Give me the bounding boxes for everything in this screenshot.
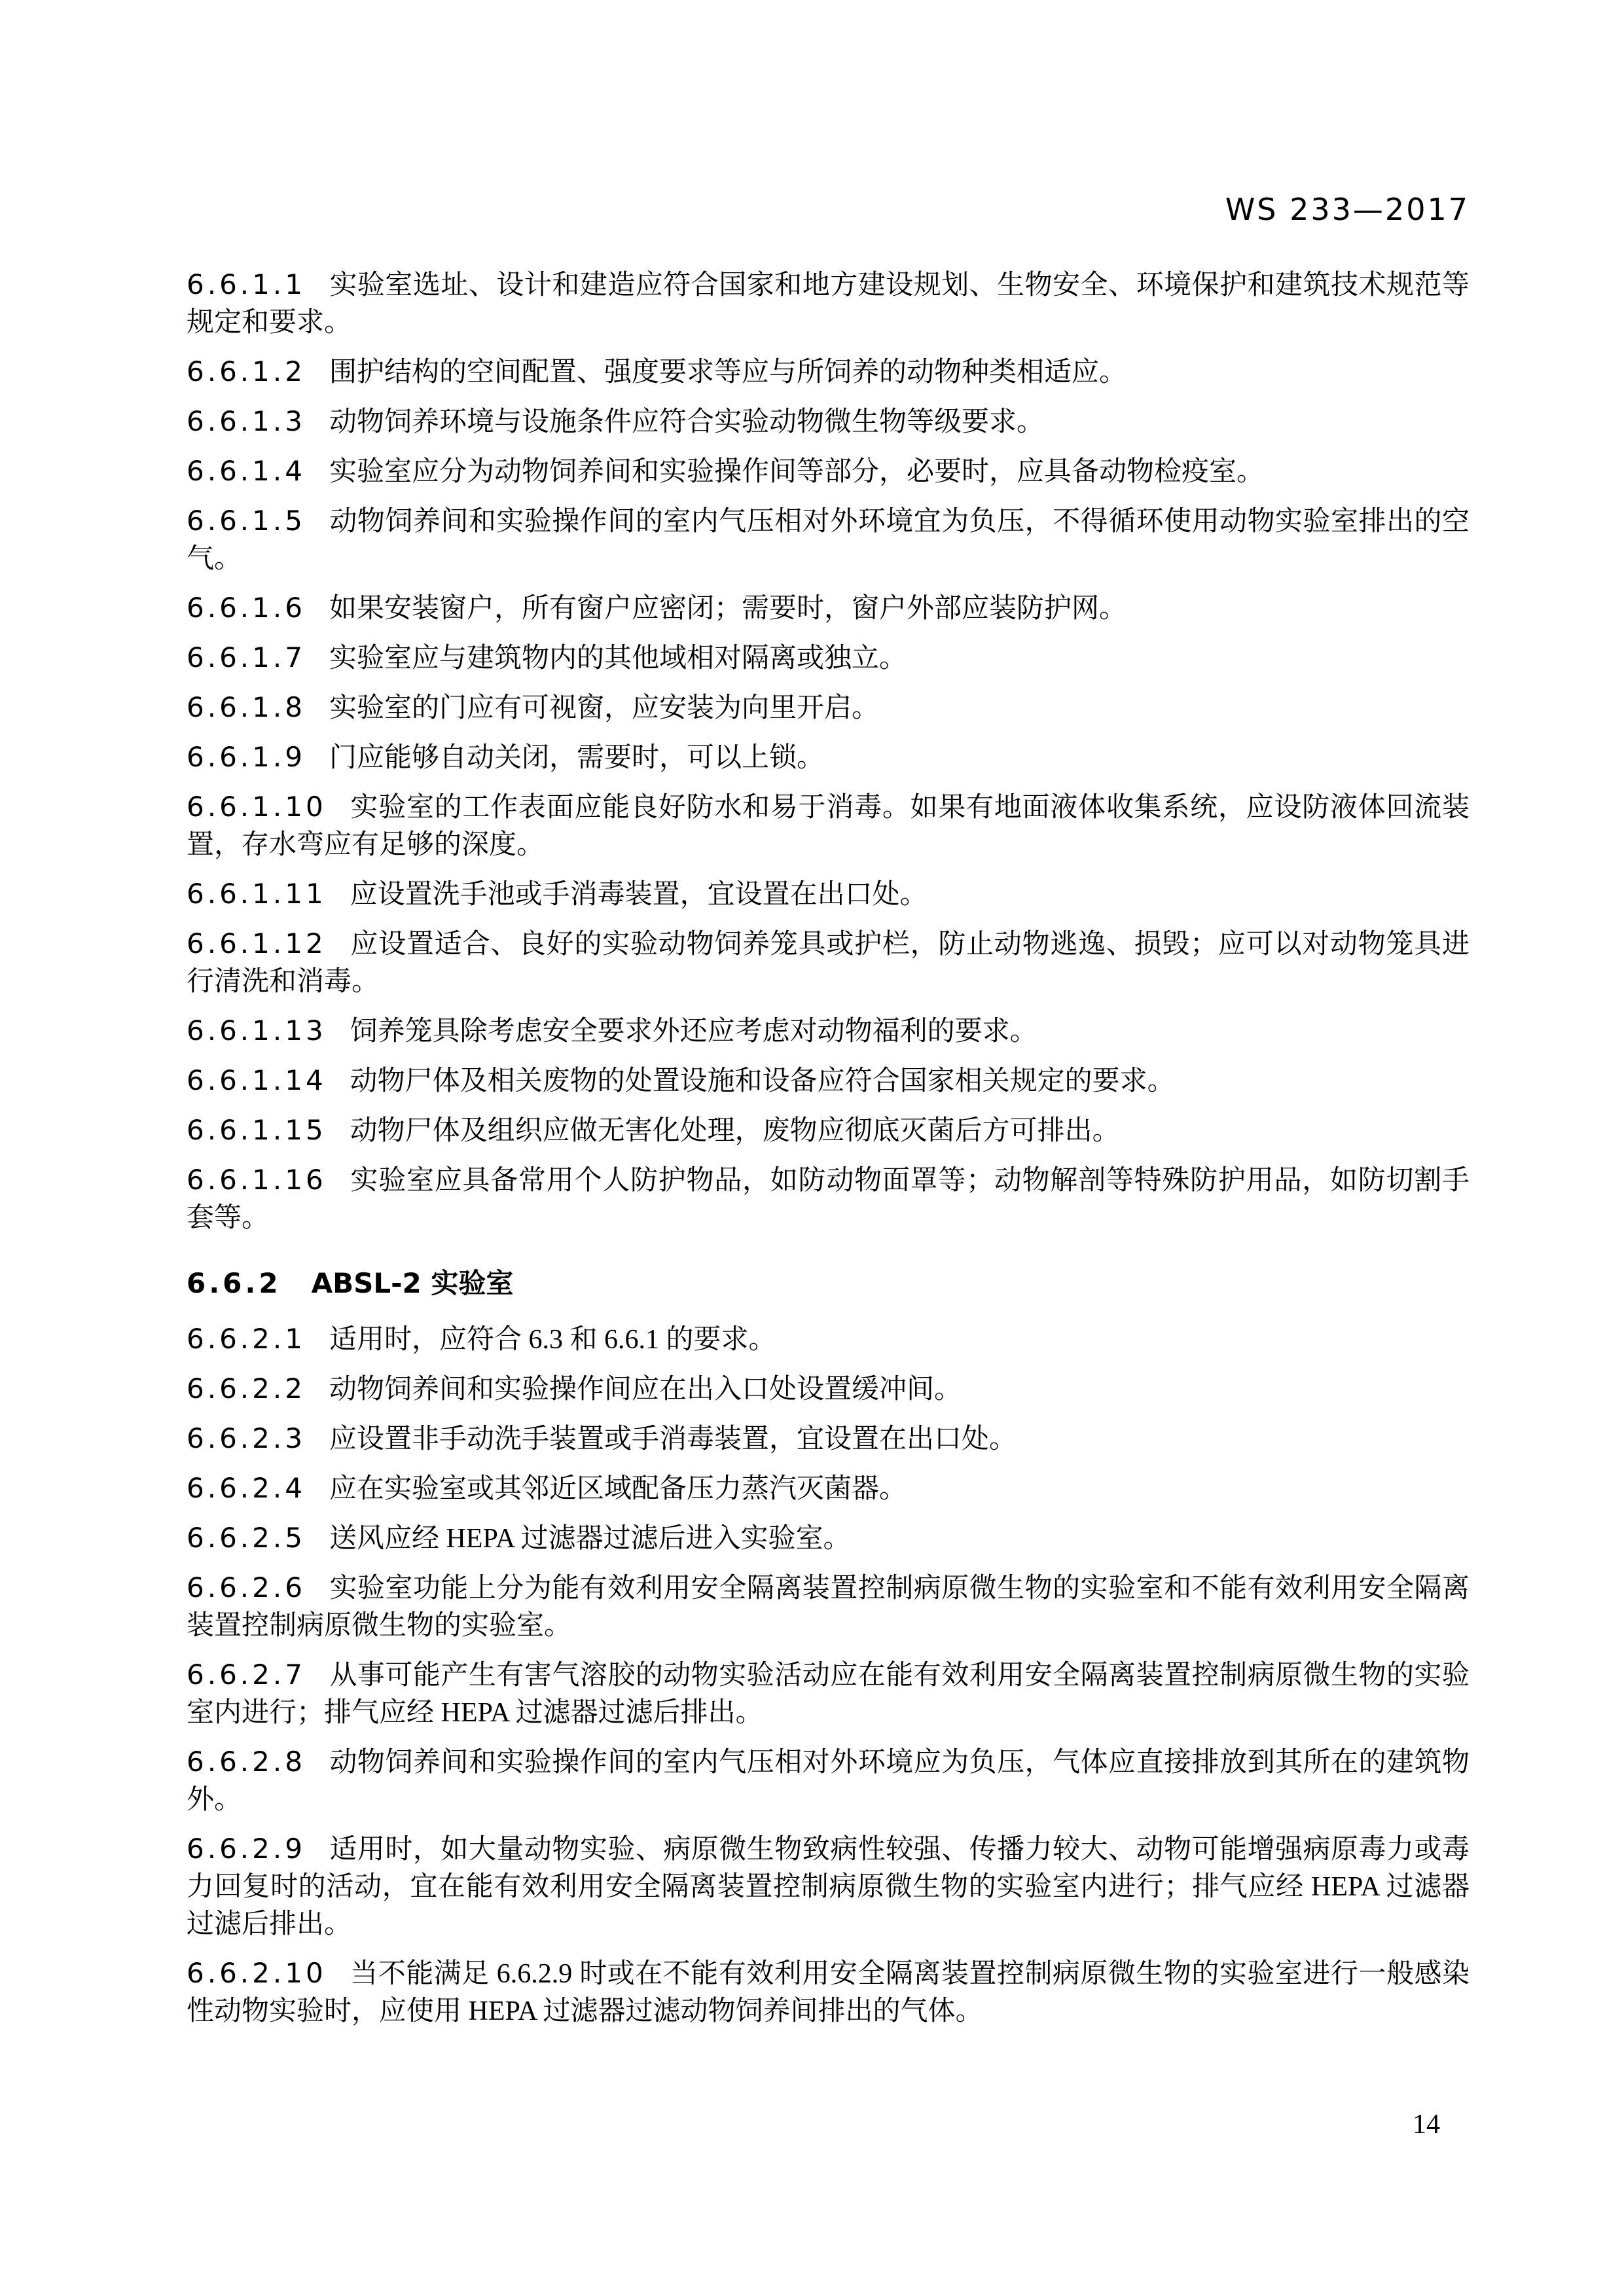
clause-number: 6.6.1.16 — [187, 1164, 327, 1196]
clause-number: 6.6.1.1 — [187, 268, 306, 300]
clause-number: 6.6.1.14 — [187, 1064, 327, 1096]
clause-paragraph — [187, 788, 1470, 864]
clause-number: 6.6.2 — [187, 1267, 281, 1299]
clause-text: 适用时，如大量动物实验、病原微生物致病性较强、传播力较大、动物可能增强病原毒力或毒力回复时的活动，宜在能有效利用安全隔离装置控制病原微生物的实验室内进行；排气应经 HEPA 过滤器过滤后排出。 — [187, 1835, 1470, 1939]
clause-paragraph — [187, 1469, 1470, 1508]
clause-paragraph — [187, 589, 1470, 628]
clause-number: 6.6.2.6 — [187, 1571, 306, 1604]
clause-number: 6.6.1.4 — [187, 455, 306, 487]
clause-number: 6.6.2.7 — [187, 1659, 306, 1691]
clause-text: 送风应经 HEPA 过滤器过滤后进入实验室。 — [329, 1524, 851, 1554]
clause-text: 应设置适合、良好的实验动物饲养笼具或护栏，防止动物逃逸、损毁；应可以对动物笼具进行清洗和消毒。 — [187, 929, 1470, 997]
clause-paragraph — [187, 1569, 1470, 1645]
clause-text: 适用时，应符合 6.3 和 6.6.1 的要求。 — [329, 1325, 776, 1355]
clause-text: 门应能够自动关闭，需要时，可以上锁。 — [329, 743, 824, 773]
clause-number: 6.6.2.8 — [187, 1746, 306, 1778]
clause-text: 当不能满足 6.6.2.9 时或在不能有效利用安全隔离装置控制病原微生物的实验室进行一般感染性动物实验时，应使用 HEPA 过滤器过滤动物饲养间排出的气体。 — [187, 1959, 1470, 2026]
clause-text: 动物饲养间和实验操作间应在出入口处设置缓冲间。 — [329, 1374, 962, 1405]
clause-paragraph — [187, 1161, 1470, 1237]
clause-text: 如果安装窗户，所有窗户应密闭；需要时，窗户外部应装防护网。 — [329, 594, 1127, 624]
clause-text: 应设置洗手池或手消毒装置，宜设置在出口处。 — [350, 880, 928, 910]
clause-number: 6.6.1.3 — [187, 405, 306, 437]
clause-text: 实验室应具备常用个人防护物品，如防动物面罩等；动物解剖等特殊防护用品，如防切割手套等。 — [187, 1166, 1470, 1233]
clause-number: 6.6.1.9 — [187, 741, 306, 773]
clause-text: 实验室的门应有可视窗，应安装为向里开启。 — [329, 693, 879, 723]
clause-number: 6.6.1.11 — [187, 878, 327, 910]
clause-text: 动物尸体及相关废物的处置设施和设备应符合国家相关规定的要求。 — [350, 1066, 1175, 1096]
clause-text: 实验室应与建筑物内的其他域相对隔离或独立。 — [329, 643, 907, 673]
clause-number: 6.6.2.5 — [187, 1522, 306, 1554]
clause-text: 应在实验室或其邻近区域配备压力蒸汽灭菌器。 — [329, 1474, 907, 1504]
clause-number: 6.6.1.13 — [187, 1014, 327, 1047]
clause-paragraph — [187, 1062, 1470, 1100]
clause-paragraph — [187, 1519, 1470, 1558]
standard-code-header — [1225, 191, 1470, 228]
clause-number: 6.6.1.6 — [187, 592, 306, 624]
clause-text: 动物饲养间和实验操作间的室内气压相对外环境宜为负压，不得循环使用动物实验室排出的空气。 — [187, 507, 1470, 574]
clause-number: 6.6.2.9 — [187, 1833, 306, 1865]
clause-paragraph — [187, 452, 1470, 491]
clause-number: 6.6.2.10 — [187, 1957, 327, 1989]
clause-number: 6.6.1.7 — [187, 641, 306, 673]
clause-paragraph — [187, 403, 1470, 441]
clause-paragraph — [187, 502, 1470, 578]
section-heading — [187, 1265, 1470, 1302]
document-body — [187, 266, 1470, 2041]
clause-text: 从事可能产生有害气溶胶的动物实验活动应在能有效利用安全隔离装置控制病原微生物的实验室内进行；排气应经 HEPA 过滤器过滤后排出。 — [187, 1660, 1470, 1728]
clause-paragraph — [187, 266, 1470, 342]
clause-paragraph — [187, 738, 1470, 777]
clause-paragraph — [187, 875, 1470, 914]
clause-number: 6.6.2.3 — [187, 1422, 306, 1454]
clause-number: 6.6.1.15 — [187, 1114, 327, 1146]
clause-paragraph — [187, 1320, 1470, 1359]
clause-number: 6.6.1.8 — [187, 691, 306, 723]
clause-text: 动物尸体及组织应做无害化处理，废物应彻底灭菌后方可排出。 — [350, 1116, 1120, 1146]
clause-text: 实验室的工作表面应能良好防水和易于消毒。如果有地面液体收集系统，应设防液体回流装置，存水弯应有足够的深度。 — [187, 793, 1470, 860]
clause-paragraph — [187, 1370, 1470, 1408]
clause-number: 6.6.1.12 — [187, 927, 327, 960]
clause-number: 6.6.2.4 — [187, 1472, 306, 1504]
clause-paragraph — [187, 1954, 1470, 2030]
clause-paragraph — [187, 1111, 1470, 1150]
clause-text: ABSL-2 实验室 — [311, 1267, 514, 1299]
clause-text: 应设置非手动洗手装置或手消毒装置，宜设置在出口处。 — [329, 1424, 1017, 1454]
standard-code-text: WS 233—2017 — [1225, 192, 1470, 227]
clause-text: 动物饲养间和实验操作间的室内气压相对外环境应为负压，气体应直接排放到其所在的建筑物外。 — [187, 1748, 1470, 1815]
clause-text: 实验室应分为动物饲养间和实验操作间等部分，必要时，应具备动物检疫室。 — [329, 457, 1264, 487]
clause-number: 6.6.2.1 — [187, 1323, 306, 1355]
clause-paragraph — [187, 639, 1470, 677]
clause-paragraph — [187, 353, 1470, 391]
clause-number: 6.6.1.10 — [187, 791, 327, 823]
clause-paragraph — [187, 925, 1470, 1001]
clause-number: 6.6.2.2 — [187, 1372, 306, 1405]
clause-text: 围护结构的空间配置、强度要求等应与所饲养的动物种类相适应。 — [329, 357, 1127, 387]
clause-paragraph — [187, 1420, 1470, 1458]
clause-paragraph — [187, 689, 1470, 727]
clause-text: 实验室功能上分为能有效利用安全隔离装置控制病原微生物的实验室和不能有效利用安全隔离装置控制病原微生物的实验室。 — [187, 1573, 1470, 1641]
clause-paragraph — [187, 1012, 1470, 1050]
clause-number: 6.6.1.5 — [187, 505, 306, 537]
clause-text: 饲养笼具除考虑安全要求外还应考虑对动物福利的要求。 — [350, 1016, 1038, 1047]
clause-text: 动物饲养环境与设施条件应符合实验动物微生物等级要求。 — [329, 407, 1044, 437]
clause-text: 实验室选址、设计和建造应符合国家和地方建设规划、生物安全、环境保护和建筑技术规范等规定和要求。 — [187, 270, 1470, 338]
clause-paragraph — [187, 1830, 1470, 1943]
clause-number: 6.6.1.2 — [187, 355, 306, 387]
page-number: 14 — [1413, 2109, 1440, 2140]
clause-paragraph — [187, 1743, 1470, 1819]
clause-paragraph — [187, 1656, 1470, 1732]
